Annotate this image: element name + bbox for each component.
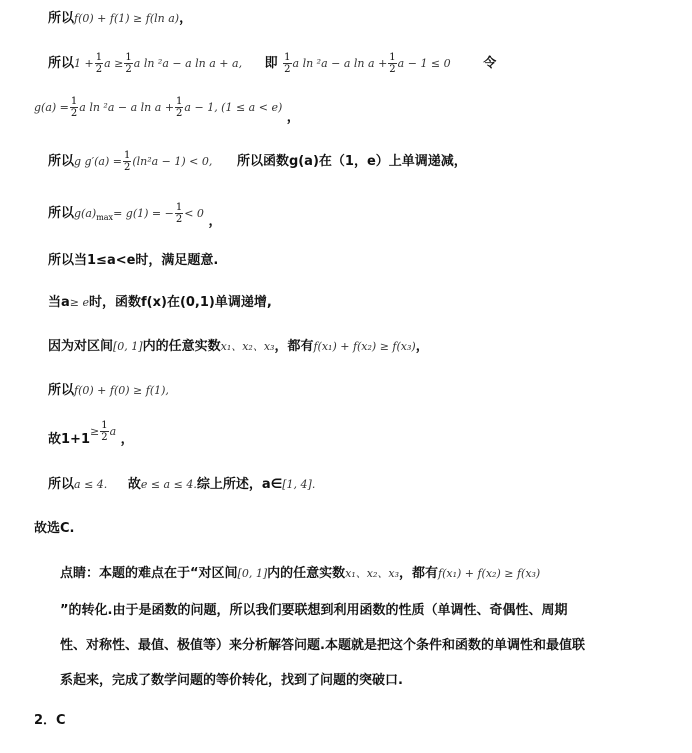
fraction — [95, 52, 103, 75]
text: 当a — [48, 295, 70, 310]
text: 内的任意实数 — [142, 339, 221, 354]
math-expression: a − 1 ≤ 0 — [397, 57, 451, 70]
denominator: 2 — [70, 108, 78, 119]
denominator: 2 — [176, 108, 183, 119]
math-expression: (ln²a − 1) < 0, — [132, 155, 213, 168]
math-expression: [0, 1] — [237, 567, 268, 580]
denominator: 2 — [123, 162, 131, 173]
math-expression: e ≤ a ≤ 4. — [140, 478, 197, 491]
text: 性、对称性、最值、极值等）来分析解答问题.本题就是把这个条件和函数的单调性和最值联 — [60, 638, 585, 653]
solution-line — [34, 96, 300, 125]
solution-line — [48, 10, 192, 28]
numerator: 1 — [176, 96, 183, 107]
denominator: 2 — [101, 432, 108, 443]
fraction — [70, 96, 78, 119]
text: 所以 — [48, 56, 75, 71]
text: 所以 — [48, 154, 75, 169]
text: 所以 — [48, 477, 75, 492]
math-expression: f(0) + f(1) ≥ f(ln a) — [74, 12, 180, 25]
math-expression: a ln ²a − a ln a + a, — [133, 57, 243, 70]
note-line — [60, 669, 403, 688]
math-expression: x₁、x₂、x₃ — [345, 567, 399, 580]
numerator: 1 — [101, 420, 108, 431]
text: ，都有 — [274, 339, 314, 354]
math-expression: a ≤ 4. — [74, 478, 108, 491]
note-line — [60, 562, 540, 581]
note-line — [60, 599, 567, 618]
math-expression: < 0 — [184, 207, 204, 220]
numerator: 1 — [125, 52, 132, 63]
solution-line — [48, 52, 496, 75]
text: 因为对区间 — [48, 339, 114, 354]
subscript: max — [96, 213, 114, 222]
math-expression: x₁、x₂、x₃ — [220, 340, 275, 353]
math-expression: 1 + — [74, 57, 94, 70]
text: 所以 — [48, 11, 75, 26]
numerator: 1 — [284, 52, 291, 63]
text: ， — [179, 11, 193, 26]
solution-line — [48, 420, 134, 451]
text: 时，函数f(x)在(0,1)单调递增, — [89, 295, 272, 310]
text: 系起来，完成了数学问题的等价转化，找到了问题的突破口. — [60, 673, 403, 688]
math-expression: = g(1) = − — [113, 207, 174, 220]
fraction — [123, 150, 131, 173]
text: ， — [120, 432, 134, 447]
answer-line — [34, 712, 66, 730]
numerator: 1 — [175, 202, 183, 213]
math-expression: f(x₁) + f(x₂) ≥ f(x₃) — [438, 567, 541, 580]
text: 所以 — [48, 383, 75, 398]
numerator: 1 — [123, 150, 131, 161]
math-expression: [1, 4]. — [282, 478, 316, 491]
denominator: 2 — [175, 214, 183, 225]
math-expression: a ln ²a − a ln a + — [292, 57, 388, 70]
solution-line — [48, 252, 218, 270]
math-expression: ≥ e — [69, 296, 90, 309]
math-expression: a ln ²a − a ln a + — [79, 101, 175, 114]
math-expression: a — [109, 425, 117, 438]
numerator: 1 — [95, 52, 103, 63]
math-expression: ≥ — [89, 425, 100, 438]
solution-line — [48, 476, 315, 494]
note-line — [60, 634, 585, 653]
text: 令 — [483, 56, 497, 71]
text: 综上所述，a∈ — [196, 477, 283, 492]
math-expression: f(x₁) + f(x₂) ≥ f(x₃) — [313, 340, 416, 353]
solution-line — [48, 150, 467, 173]
text: ， — [208, 214, 222, 229]
fraction — [283, 52, 291, 75]
math-expression: g(a) = — [34, 101, 69, 114]
text: 点睛：本题的难点在于“对区间 — [60, 566, 238, 581]
text: 所以函数g(a)在（1，e）上单调递减， — [236, 154, 467, 169]
fraction — [175, 202, 183, 225]
text: ”的转化.由于是函数的问题，所以我们要联想到利用函数的性质（单调性、奇偶性、周期 — [60, 603, 568, 618]
denominator: 2 — [95, 64, 103, 75]
math-expression: g g′(a) = — [74, 155, 122, 168]
text: 所以 — [48, 206, 75, 221]
math-expression: a − 1, (1 ≤ a < e) — [184, 101, 283, 114]
solution-line — [48, 294, 272, 312]
text: ，都有 — [398, 566, 438, 581]
math-expression: g(a) — [74, 207, 97, 220]
text: 2．C — [34, 713, 66, 728]
numerator: 1 — [389, 52, 396, 63]
text: 故选C. — [34, 521, 75, 536]
solution-line — [48, 338, 429, 356]
solution-line — [48, 382, 169, 400]
numerator: 1 — [70, 96, 78, 107]
denominator: 2 — [284, 64, 291, 75]
text: 所以当1≤a<e时，满足题意. — [48, 253, 219, 268]
math-expression: a ≥ — [104, 57, 124, 70]
math-expression: [0, 1] — [113, 340, 143, 353]
fraction — [100, 420, 108, 443]
denominator: 2 — [125, 64, 132, 75]
denominator: 2 — [389, 64, 396, 75]
math-expression: f(0) + f(0) ≥ f(1), — [74, 384, 169, 397]
answer-line — [34, 520, 74, 538]
fraction — [175, 96, 183, 119]
text: 即 — [264, 56, 278, 71]
text: ， — [415, 339, 429, 354]
text: 内的任意实数 — [267, 566, 346, 581]
fraction — [388, 52, 396, 75]
fraction — [124, 52, 132, 75]
text: 故1+1 — [48, 432, 90, 447]
solution-line — [48, 202, 221, 227]
text: ， — [286, 110, 300, 125]
text: 故 — [127, 477, 141, 492]
